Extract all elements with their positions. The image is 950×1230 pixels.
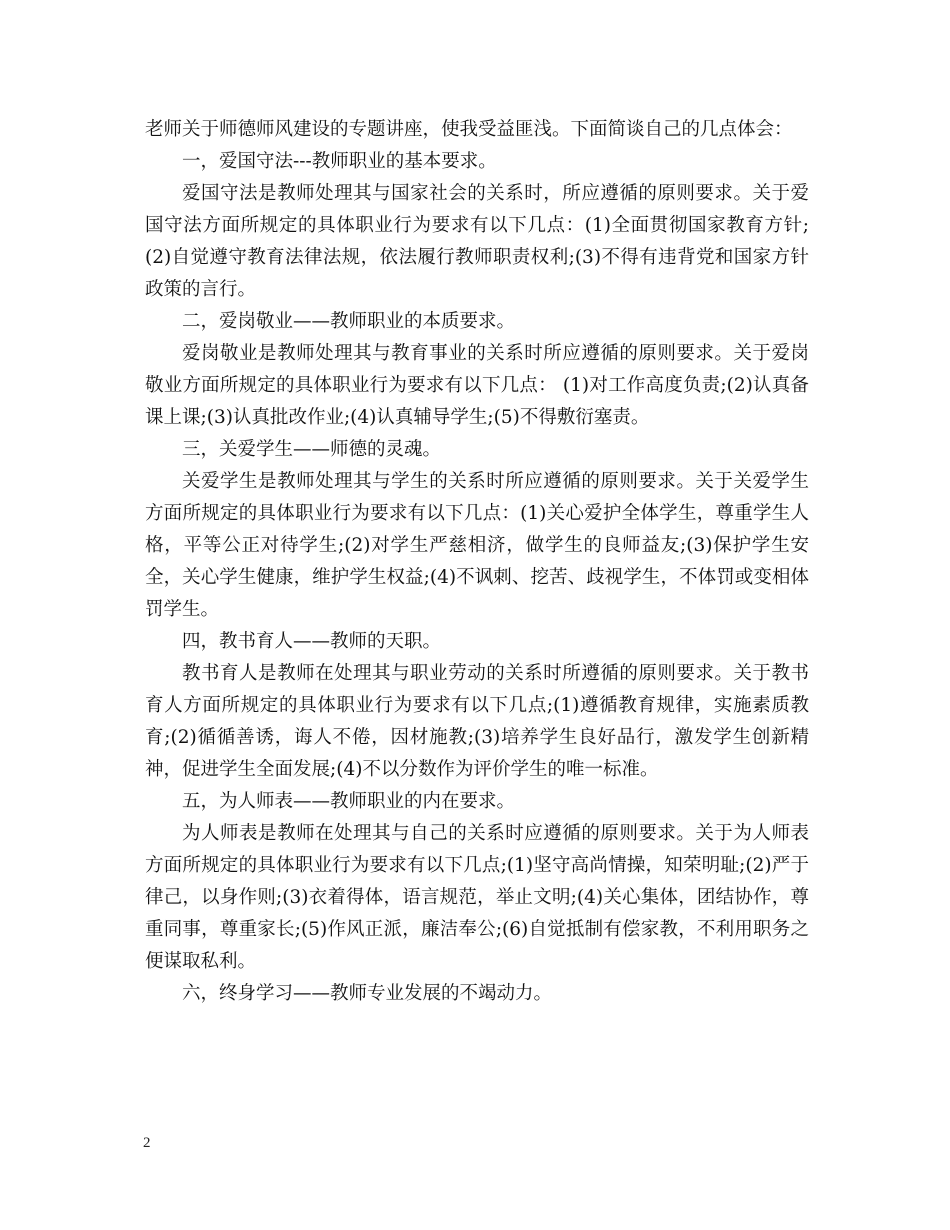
heading-lifelong-learning: 六，终身学习——教师专业发展的不竭动力。 [182,983,553,1004]
page-number: 2 [143,1135,151,1151]
paragraph-care-students: 关爱学生是教师处理其与学生的关系时所应遵循的原则要求。关于关爱学生方面所规定的具体职业行为要求有以下几点：(1)关心爱护全体学生，尊重学生人格，平等公正对待学生;(2)对学生严慈相济，做学生的良师益友;(3)保护学生安全，关心学生健康，维护学生权益;(4)不讽刺、挖苦、歧视学生，不体罚或变相体罚学生。 [145,471,809,620]
paragraph-intro: 老师关于师德师风建设的专题讲座，使我受益匪浅。下面简谈自己的几点体会： [145,119,793,140]
heading-care-students: 三，关爱学生——师德的灵魂。 [182,439,442,460]
heading-role-model: 五，为人师表——教师职业的内在要求。 [182,791,516,812]
heading-dedication: 二，爱岗敬业——教师职业的本质要求。 [182,311,516,332]
heading-patriotic-law: 一，爱国守法---教师职业的基本要求。 [182,151,497,172]
heading-teaching: 四，教书育人——教师的天职。 [182,631,442,652]
paragraph-teaching: 教书育人是教师在处理其与职业劳动的关系时所遵循的原则要求。关于教书育人方面所规定的具体职业行为要求有以下几点;(1)遵循教育规律，实施素质教育;(2)循循善诱，诲人不倦，因材施教;(3)培养学生良好品行，激发学生创新精神，促进学生全面发展;(4)不以分数作为评价学生的唯一标准。 [145,663,809,780]
paragraph-dedication: 爱岗敬业是教师处理其与教育事业的关系时所应遵循的原则要求。关于爱岗敬业方面所规定的具体职业行为要求有以下几点： (1)对工作高度负责;(2)认真备课上课;(3)认真批改作业;(4)认真辅导学生;(5)不得敷衍塞责。 [145,343,809,428]
paragraph-role-model: 为人师表是教师在处理其与自己的关系时应遵循的原则要求。关于为人师表方面所规定的具体职业行为要求有以下几点;(1)坚守高尚情操，知荣明耻;(2)严于律己，以身作则;(3)衣着得体，语言规范，举止文明;(4)关心集体，团结协作，尊重同事，尊重家长;(5)作风正派，廉洁奉公;(6)自觉抵制有偿家教，不利用职务之便谋取私利。 [145,823,809,972]
paragraph-patriotic-law: 爱国守法是教师处理其与国家社会的关系时，所应遵循的原则要求。关于爱国守法方面所规定的具体职业行为要求有以下几点：(1)全面贯彻国家教育方针;(2)自觉遵守教育法律法规，依法履行教师职责权利;(3)不得有违背党和国家方针政策的言行。 [145,183,809,300]
document-body [145,114,809,1010]
